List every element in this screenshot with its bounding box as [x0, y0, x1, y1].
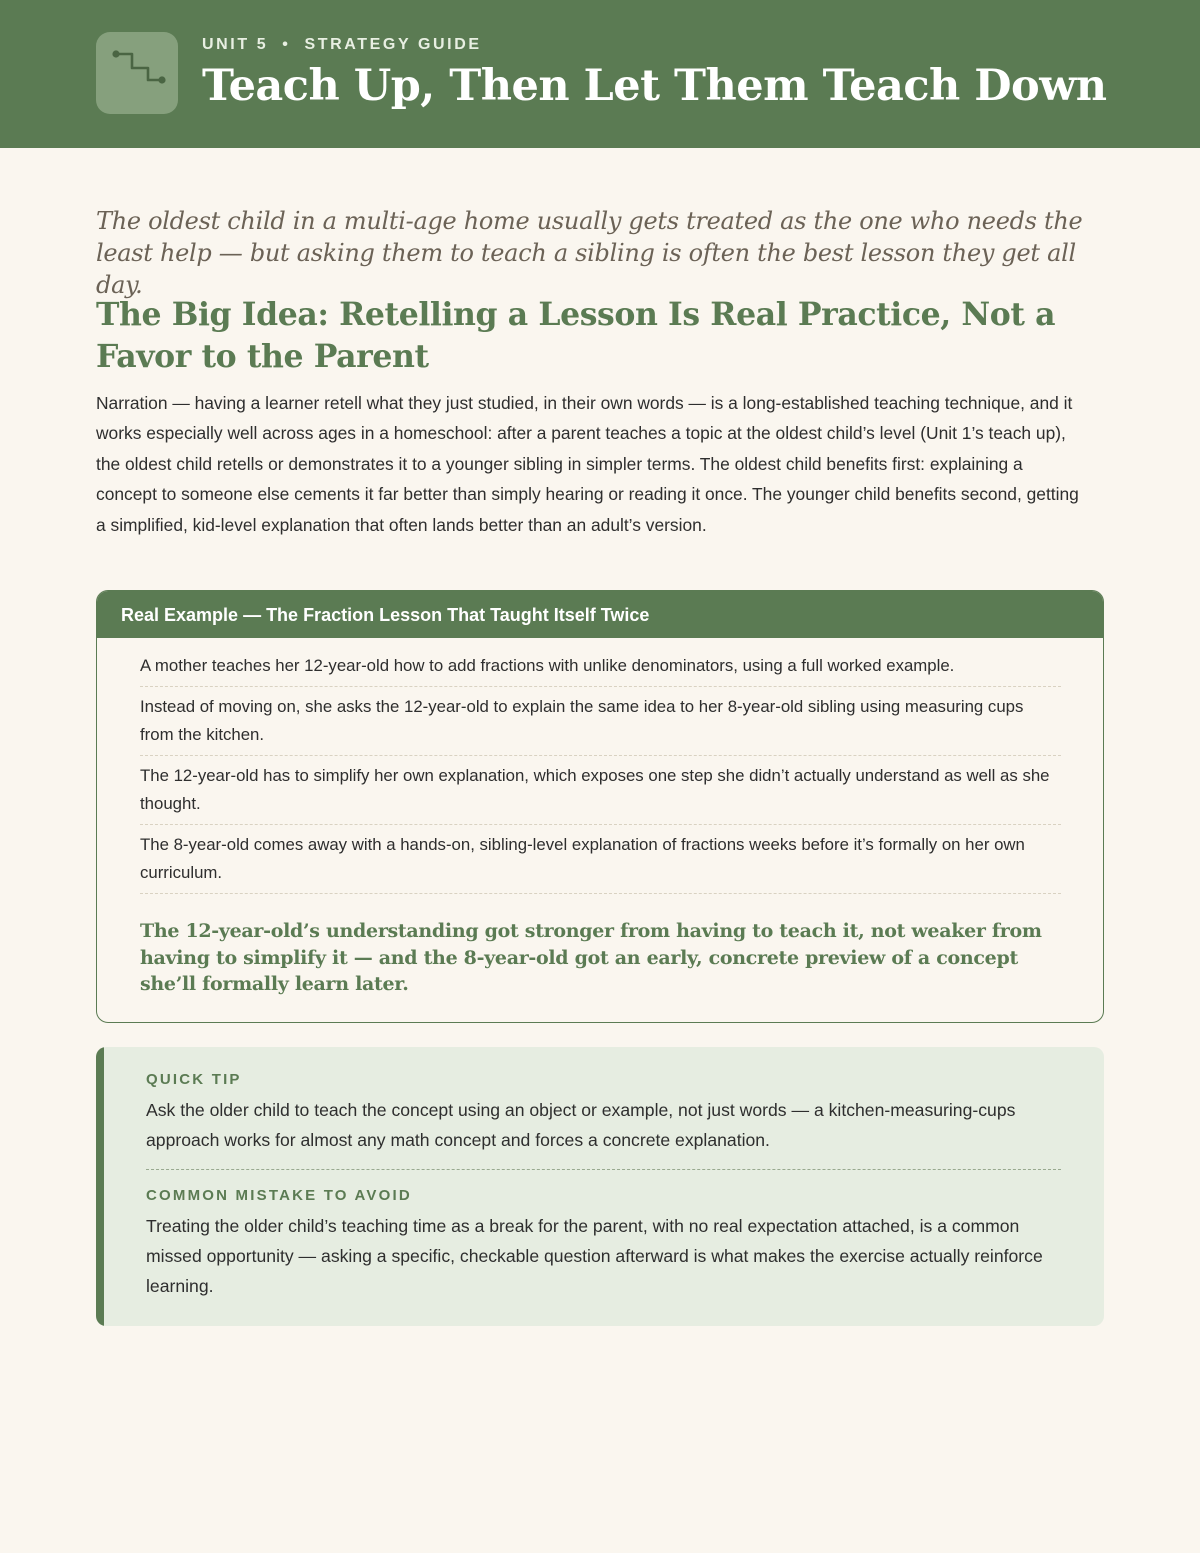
- callout-divider: [146, 1169, 1061, 1170]
- common-mistake-label: COMMON MISTAKE TO AVOID: [146, 1187, 412, 1204]
- example-step: The 12-year-old has to simplify her own explanation, which exposes one step she didn’t actually understand as well as she thought.: [140, 762, 1061, 825]
- page-title: Teach Up, Then Let Them Teach Down: [202, 61, 1107, 111]
- example-steps-list: [140, 652, 1061, 894]
- real-example-title: Real Example — The Fraction Lesson That Taught Itself Twice: [97, 591, 1103, 638]
- real-example-card: [96, 590, 1104, 1023]
- tips-callout: [96, 1047, 1104, 1326]
- category-label: STRATEGY GUIDE: [304, 36, 482, 53]
- unit-label: UNIT 5: [202, 36, 269, 53]
- example-step: A mother teaches her 12-year-old how to add fractions with unlike denominators, using a full worked example.: [140, 652, 1061, 687]
- big-idea-body: Narration — having a learner retell what they just studied, in their own words — is a long-established teaching technique, and it works especially well across ages in a homeschool: after a parent teaches a topic at the oldest child’s level (Unit 1’s teach up), the oldest child retells or demonstrates it to a younger sibling in simpler terms. The oldest child benefits first: explaining a concept to someone else cements it far better than simply hearing or reading it once. The younger child benefits second, getting a simplified, kid-level explanation that often lands better than an adult’s version.: [96, 393, 1079, 535]
- lede-intro: The oldest child in a multi-age home usually gets treated as the one who needs the least help — but asking them to teach a sibling is often the best lesson they get all day.: [96, 207, 1083, 299]
- quick-tip-label: QUICK TIP: [146, 1071, 242, 1088]
- example-takeaway: The 12-year-old’s understanding got stronger from having to teach it, not weaker from having to simplify it — and the 8-year-old got an early, concrete preview of a concept she’ll formally learn later.: [140, 920, 1042, 995]
- eyebrow-separator: •: [282, 36, 291, 53]
- big-idea-heading: The Big Idea: Retelling a Lesson Is Real Practice, Not a Favor to the Parent: [96, 296, 1056, 375]
- page-header: [0, 0, 1200, 148]
- example-step: Instead of moving on, she asks the 12-year-old to explain the same idea to her 8-year-old sibling using measuring cups from the kitchen.: [140, 693, 1061, 756]
- quick-tip-text: Ask the older child to teach the concept using an object or example, not just words — a kitchen-measuring-cups approach works for almost any math concept and forces a concrete explanation.: [146, 1100, 1016, 1150]
- unit-eyebrow: [202, 36, 482, 54]
- common-mistake-text: Treating the older child’s teaching time as a break for the parent, with no real expectation attached, is a common missed opportunity — asking a specific, checkable question afterward is what makes the exercise actually reinforce learning.: [146, 1216, 1043, 1296]
- stair-step-path-icon: [96, 32, 178, 114]
- callout-accent-bar: [96, 1047, 104, 1326]
- example-step: The 8-year-old comes away with a hands-on, sibling-level explanation of fractions weeks before it’s formally on her own curriculum.: [140, 831, 1061, 894]
